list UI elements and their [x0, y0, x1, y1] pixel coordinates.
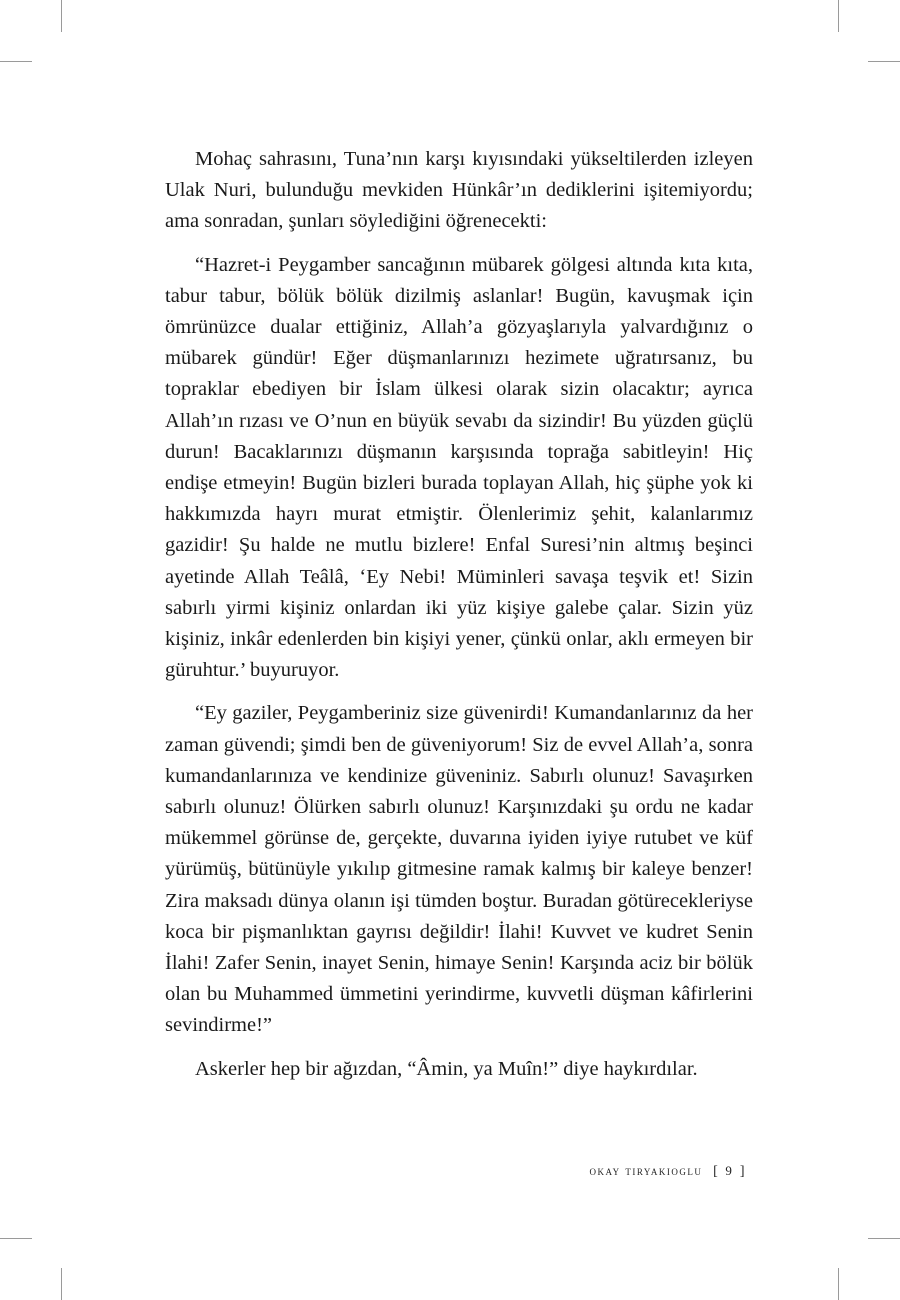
crop-mark-bottom-right-vertical: [838, 1268, 839, 1300]
crop-mark-bottom-right-horizontal: [868, 1238, 900, 1239]
crop-mark-bottom-left-horizontal: [0, 1238, 32, 1239]
crop-mark-top-left-horizontal: [0, 61, 32, 62]
page-body: [165, 144, 753, 1097]
footer-separator-right: ]: [739, 1164, 746, 1179]
running-footer: [589, 1163, 752, 1180]
crop-mark-top-right-vertical: [838, 0, 839, 32]
page-number: 9: [725, 1163, 734, 1178]
footer-separator-left: [: [713, 1164, 720, 1179]
crop-mark-bottom-left-vertical: [61, 1268, 62, 1300]
paragraph-intro: Mohaç sahrasını, Tuna’nın karşı kıyısındaki yükseltilerden izleyen Ulak Nuri, bulunduğu mevkiden Hünkâr’ın dediklerini işitemiyordu; ama sonradan, şunları söylediğini öğrenecekti:: [165, 148, 753, 233]
crop-mark-top-right-horizontal: [868, 61, 900, 62]
footer-author: okay tiryakioglu: [589, 1163, 703, 1178]
paragraph-speech-2: “Ey gaziler, Peygamberiniz size güvenirdi! Kumandanlarınız da her zaman güvendi; şimdi ben de güveniyorum! Siz de evvel Allah’a, sonra kumandanlarınıza ve kendinize güveniniz. Sabırlı olunuz! Savaşırken sabırlı olunuz! Ölürken sabırlı olunuz! Karşınızdaki şu ordu ne kadar mükemmel görünse de, gerçekte, duvarına iyiden iyiye rutubet ve küf yürümüş, bütünüyle yıkılıp gitmesine ramak kalmış bir kaleye benzer! Zira maksadı dünya olanın işi tümden boştur. Buradan götürecekleriyse koca bir pişmanlıktan gayrısı değildir! İlahi! Kuvvet ve kudret Senin İlahi! Zafer Senin, inayet Senin, himaye Senin! Karşında aciz bir bölük olan bu Muhammed ümmetini yerindirme, kuvvetli düşman kâfirlerini sevindirme!”: [165, 702, 753, 1037]
paragraph-closing: Askerler hep bir ağızdan, “Âmin, ya Muîn!” diye haykırdılar.: [195, 1057, 698, 1080]
crop-mark-top-left-vertical: [61, 0, 62, 32]
paragraph-speech-1: “Hazret-i Peygamber sancağının mübarek gölgesi altında kıta kıta, tabur tabur, bölük bölük dizilmiş aslanlar! Bugün, kavuşmak için ömrünüzce dualar ettiğiniz, Allah’a gözyaşlarıyla yalvardığınız o mübarek gündür! Eğer düşmanlarınızı hezimete uğratırsanız, bu topraklar ebediyen bir İslam ülkesi olarak sizin olacaktır; ayrıca Allah’ın rızası ve O’nun en büyük sevabı da sizindir! Bu yüzden güçlü durun! Bacaklarınızı düşmanın karşısında toprağa sabitleyin! Hiç endişe etmeyin! Bugün bizleri burada toplayan Allah, hiç şüphe yok ki hakkımızda hayrı murat etmiştir. Ölenlerimiz şehit, kalanlarımız gazidir! Şu halde ne mutlu bizlere! Enfal Suresi’nin altmış beşinci ayetinde Allah Teâlâ, ‘Ey Nebi! Müminleri savaşa teşvik et! Sizin sabırlı yirmi kişiniz onlardan iki yüz kişiye galebe çalar. Sizin yüz kişiniz, inkâr edenlerden bin kişiyi yener, çünkü onlar, aklı ermeyen bir güruhtur.’ buyuruyor.: [165, 253, 753, 682]
